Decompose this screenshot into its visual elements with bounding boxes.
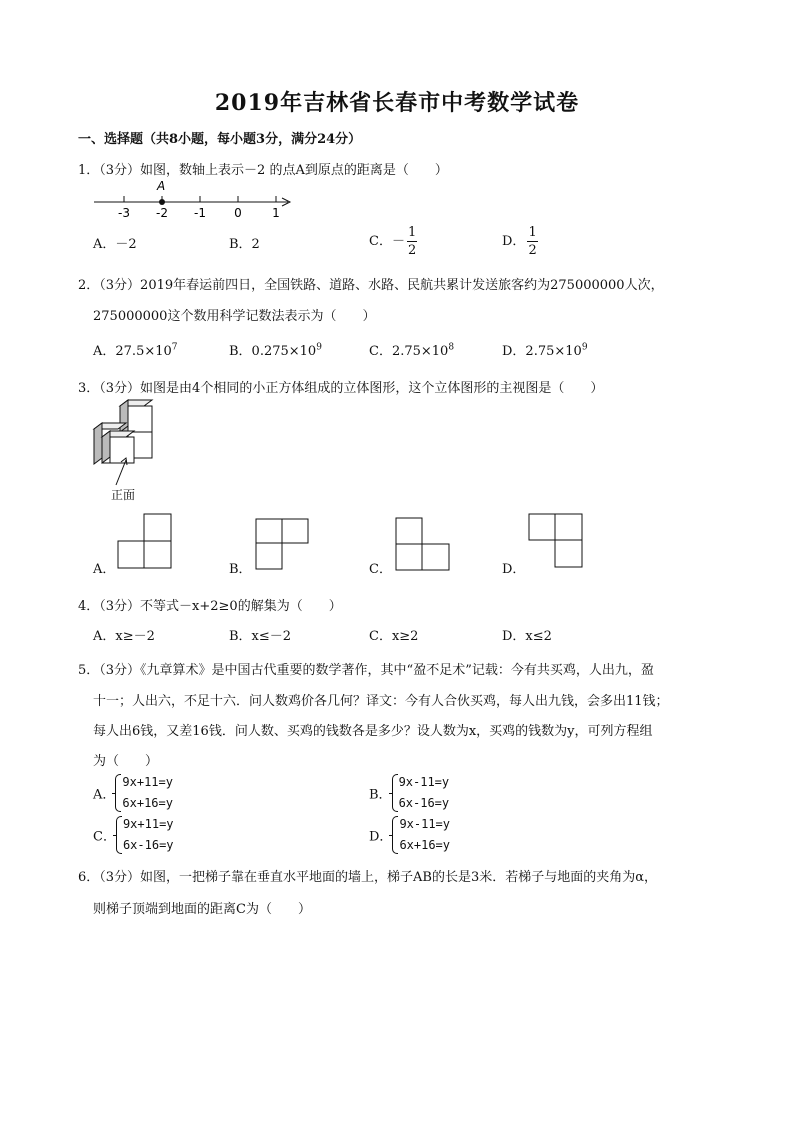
- question-1-stem: 1．（3分）如图，数轴上表示－2 的点A到原点的距离是（ ）: [78, 163, 448, 178]
- question-2-line-1: 2．（3分）2019年春运前四日，全国铁路、道路、水路、民航共累计发送旅客约为275000000人次，: [78, 278, 664, 293]
- equation-system: 9x-11=y 6x-16=y: [392, 772, 450, 814]
- tick-label: -3: [118, 206, 130, 220]
- q1-option-b[interactable]: B．2: [229, 237, 260, 252]
- q5-option-a[interactable]: A． 9x+11=y 6x+16=y: [93, 772, 173, 814]
- question-6-line-1: 6．（3分）如图，一把梯子靠在垂直水平地面的墙上，梯子AB的长是3米．若梯子与地面的夹角为α，: [78, 870, 658, 885]
- option-d-view: [529, 514, 582, 567]
- fraction: $\frac{1}{2}$: [528, 225, 537, 258]
- q5-option-c[interactable]: C． 9x+11=y 6x-16=y: [93, 814, 174, 856]
- equation-system: 9x+11=y 6x+16=y: [115, 772, 173, 814]
- q3-option-d[interactable]: D．: [502, 562, 526, 577]
- q3-option-a[interactable]: A．: [93, 562, 116, 577]
- q4-option-c[interactable]: C．x≥2: [369, 629, 419, 644]
- q3-option-c[interactable]: C．: [369, 562, 392, 577]
- q4-option-b[interactable]: B．x≤－2: [229, 629, 292, 644]
- q1-option-a[interactable]: A．－2: [93, 237, 137, 252]
- q5-option-b[interactable]: B． 9x-11=y 6x-16=y: [369, 772, 449, 814]
- section-heading: 一、选择题（共8小题，每小题3分，满分24分）: [78, 132, 362, 147]
- option-a-view: [118, 514, 171, 568]
- question-2-line-2: 275000000这个数用科学记数法表示为（ ）: [93, 309, 376, 324]
- q3-option-b[interactable]: B．: [229, 562, 252, 577]
- q4-option-d[interactable]: D．x≤2: [502, 629, 552, 644]
- q2-option-b[interactable]: B．$0.275\times 10^9$: [229, 342, 322, 359]
- q2-option-a[interactable]: A．$27.5\times 10^7$: [93, 342, 178, 359]
- page-title: 2019年吉林省长春市中考数学试卷: [214, 90, 580, 116]
- front-view-label: 正面: [111, 488, 136, 502]
- tick-label: 1: [272, 206, 280, 220]
- question-5-line-2: 十一；人出六，不足十六．问人数鸡价各几何？译文：今有人合伙买鸡，每人出九钱，会多出11钱；: [93, 694, 669, 709]
- question-3-stem: 3．（3分）如图是由4个相同的小正方体组成的立体图形，这个立体图形的主视图是（ ）: [78, 381, 604, 396]
- question-5-line-4: 为（ ）: [93, 754, 159, 769]
- question-6-line-2: 则梯子顶端到地面的距离C为（ ）: [93, 902, 311, 917]
- option-b-view: [256, 519, 308, 569]
- question-4-stem: 4．（3分）不等式－x+2≥0的解集为（ ）: [78, 599, 342, 614]
- option-c-view: [396, 518, 449, 570]
- fraction: $\frac{1}{2}$: [407, 225, 417, 258]
- equation-system: 9x-11=y 6x+16=y: [392, 814, 450, 856]
- question-5-line-3: 每人出6钱，又差16钱．问人数、买鸡的钱数各是多少？设人数为x，买鸡的钱数为y，可列方程组: [93, 724, 653, 739]
- question-5-line-1: 5．（3分）《九章算术》是中国古代重要的数学著作，其中“盈不足术”记载：今有共买鸡，人出九，盈: [78, 663, 654, 678]
- equation-system: 9x+11=y 6x-16=y: [116, 814, 174, 856]
- tick-label: -1: [194, 206, 206, 220]
- q1-option-d-label: D．: [502, 234, 526, 249]
- tick-label: 0: [234, 206, 242, 220]
- q1-option-c-label: C．－: [369, 234, 405, 249]
- q5-option-d[interactable]: D． 9x-11=y 6x+16=y: [369, 814, 450, 856]
- point-a-label: A: [157, 179, 166, 193]
- tick-label: -2: [156, 206, 168, 220]
- q2-option-d[interactable]: D．$2.75\times 10^9$: [502, 342, 588, 359]
- q4-option-a[interactable]: A．x≥－2: [93, 629, 155, 644]
- q2-option-c[interactable]: C．$2.75\times 10^8$: [369, 342, 455, 359]
